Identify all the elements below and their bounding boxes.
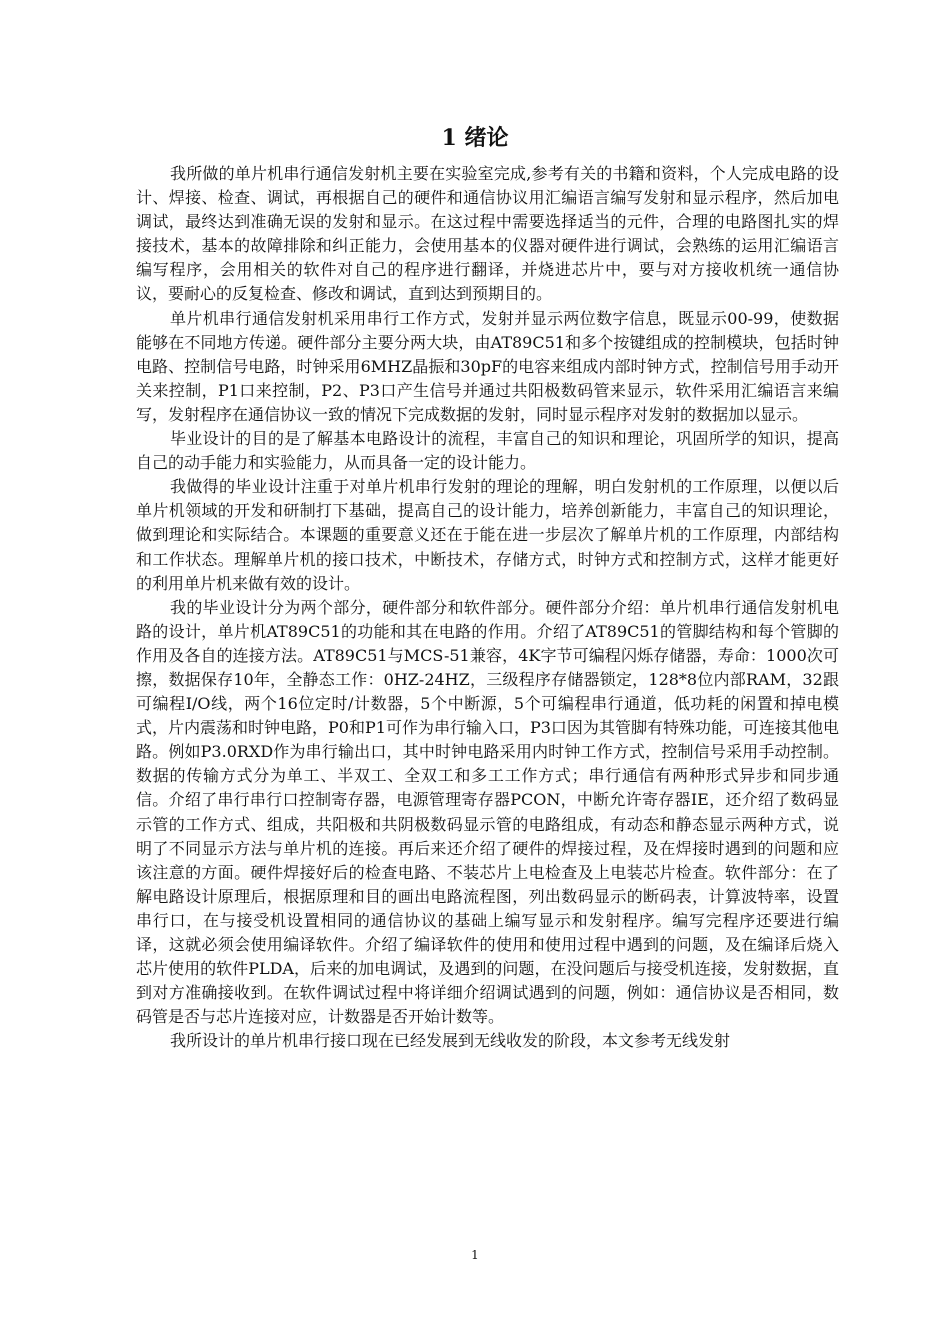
page-number: 1	[471, 1248, 479, 1262]
paragraph-4: 我做得的毕业设计注重于对单片机串行发射的理论的理解，明白发射机的工作原理，以便以后单片机领域的开发和研制打下基础，提高自己的设计能力，培养创新能力，丰富自己的知识理论，做到理论和实际结合。本课题的重要意义还在于能在进一步层次了解单片机的工作原理，内部结构和工作状态。理解单片机的接口技术，中断技术，存储方式，时钟方式和控制方式，这样才能更好的利用单片机来做有效的设计。	[136, 477, 839, 593]
body-text	[136, 162, 839, 1053]
paragraph-3: 毕业设计的目的是了解基本电路设计的流程，丰富自己的知识和理论，巩固所学的知识，提高自己的动手能力和实验能力，从而具备一定的设计能力。	[136, 429, 839, 473]
paragraph-6: 我所设计的单片机串行接口现在已经发展到无线收发的阶段，本文参考无线发射	[170, 1031, 731, 1051]
chapter-title: 1 绪论	[441, 125, 509, 151]
paragraph-5: 我的毕业设计分为两个部分，硬件部分和软件部分。硬件部分介绍：单片机串行通信发射机电路的设计，单片机AT89C51的功能和其在电路的作用。介绍了AT89C51的管脚结构和每个管脚的作用及各自的连接方法。AT89C51与MCS-51兼容，4K字节可编程闪烁存储器，寿命：1000次可擦，数据保存10年，全静态工作：0HZ-24HZ，三级程序存储器锁定，128*8位内部RAM，32跟可编程I/O线，两个16位定时/计数器，5个中断源，5个可编程串行通道，低功耗的闲置和掉电模式，片内震荡和时钟电路，P0和P1可作为串行输入口，P3口因为其管脚有特殊功能，可连接其他电路。例如P3.0RXD作为串行输出口，其中时钟电路采用内时钟工作方式，控制信号采用手动控制。数据的传输方式分为单工、半双工、全双工和多工工作方式；串行通信有两种形式异步和同步通信。介绍了串行串行口控制寄存器，电源管理寄存器PCON，中断允许寄存器IE，还介绍了数码显示管的工作方式、组成，共阳极和共阴极数码显示管的电路组成，有动态和静态显示两种方式，说明了不同显示方法与单片机的连接。再后来还介绍了硬件的焊接过程，及在焊接时遇到的问题和应该注意的方面。硬件焊接好后的检查电路、不装芯片上电检查及上电装芯片检查。软件部分：在了解电路设计原理后，根据原理和目的画出电路流程图，列出数码显示的断码表，计算波特率，设置串行口，在与接受机设置相同的通信协议的基础上编写显示和发射程序。编写完程序还要进行编译，这就必须会使用编译软件。介绍了编译软件的使用和使用过程中遇到的问题，及在编译后烧入芯片使用的软件PLDA，后来的加电调试，及遇到的问题，在没问题后与接受机连接，发射数据，直到对方准确接收到。在软件调试过程中将详细介绍调试遇到的问题，例如：通信协议是否相同，数码管是否与芯片连接对应，计数器是否开始计数等。	[136, 597, 839, 1027]
paragraph-1: 我所做的单片机串行通信发射机主要在实验室完成,参考有关的书籍和资料，个人完成电路的设计、焊接、检查、调试，再根据自己的硬件和通信协议用汇编语言编写发射和显示程序，然后加电调试，最终达到准确无误的发射和显示。在这过程中需要选择适当的元件，合理的电路图扎实的焊接技术，基本的故障排除和纠正能力，会使用基本的仪器对硬件进行调试，会熟练的运用汇编语言编写程序，会用相关的软件对自己的程序进行翻译，并烧进芯片中，要与对方接收机统一通信协议，要耐心的反复检查、修改和调试，直到达到预期目的。	[136, 164, 839, 304]
paragraph-2: 单片机串行通信发射机采用串行工作方式，发射并显示两位数字信息，既显示00-99，使数据能够在不同地方传递。硬件部分主要分两大块，由AT89C51和多个按键组成的控制模块，包括时钟电路、控制信号电路，时钟采用6MHZ晶振和30pF的电容来组成内部时钟方式，控制信号用手动开关来控制，P1口来控制，P2、P3口产生信号并通过共阳极数码管来显示，软件采用汇编语言来编写，发射程序在通信协议一致的情况下完成数据的发射，同时显示程序对发射的数据加以显示。	[136, 308, 839, 424]
